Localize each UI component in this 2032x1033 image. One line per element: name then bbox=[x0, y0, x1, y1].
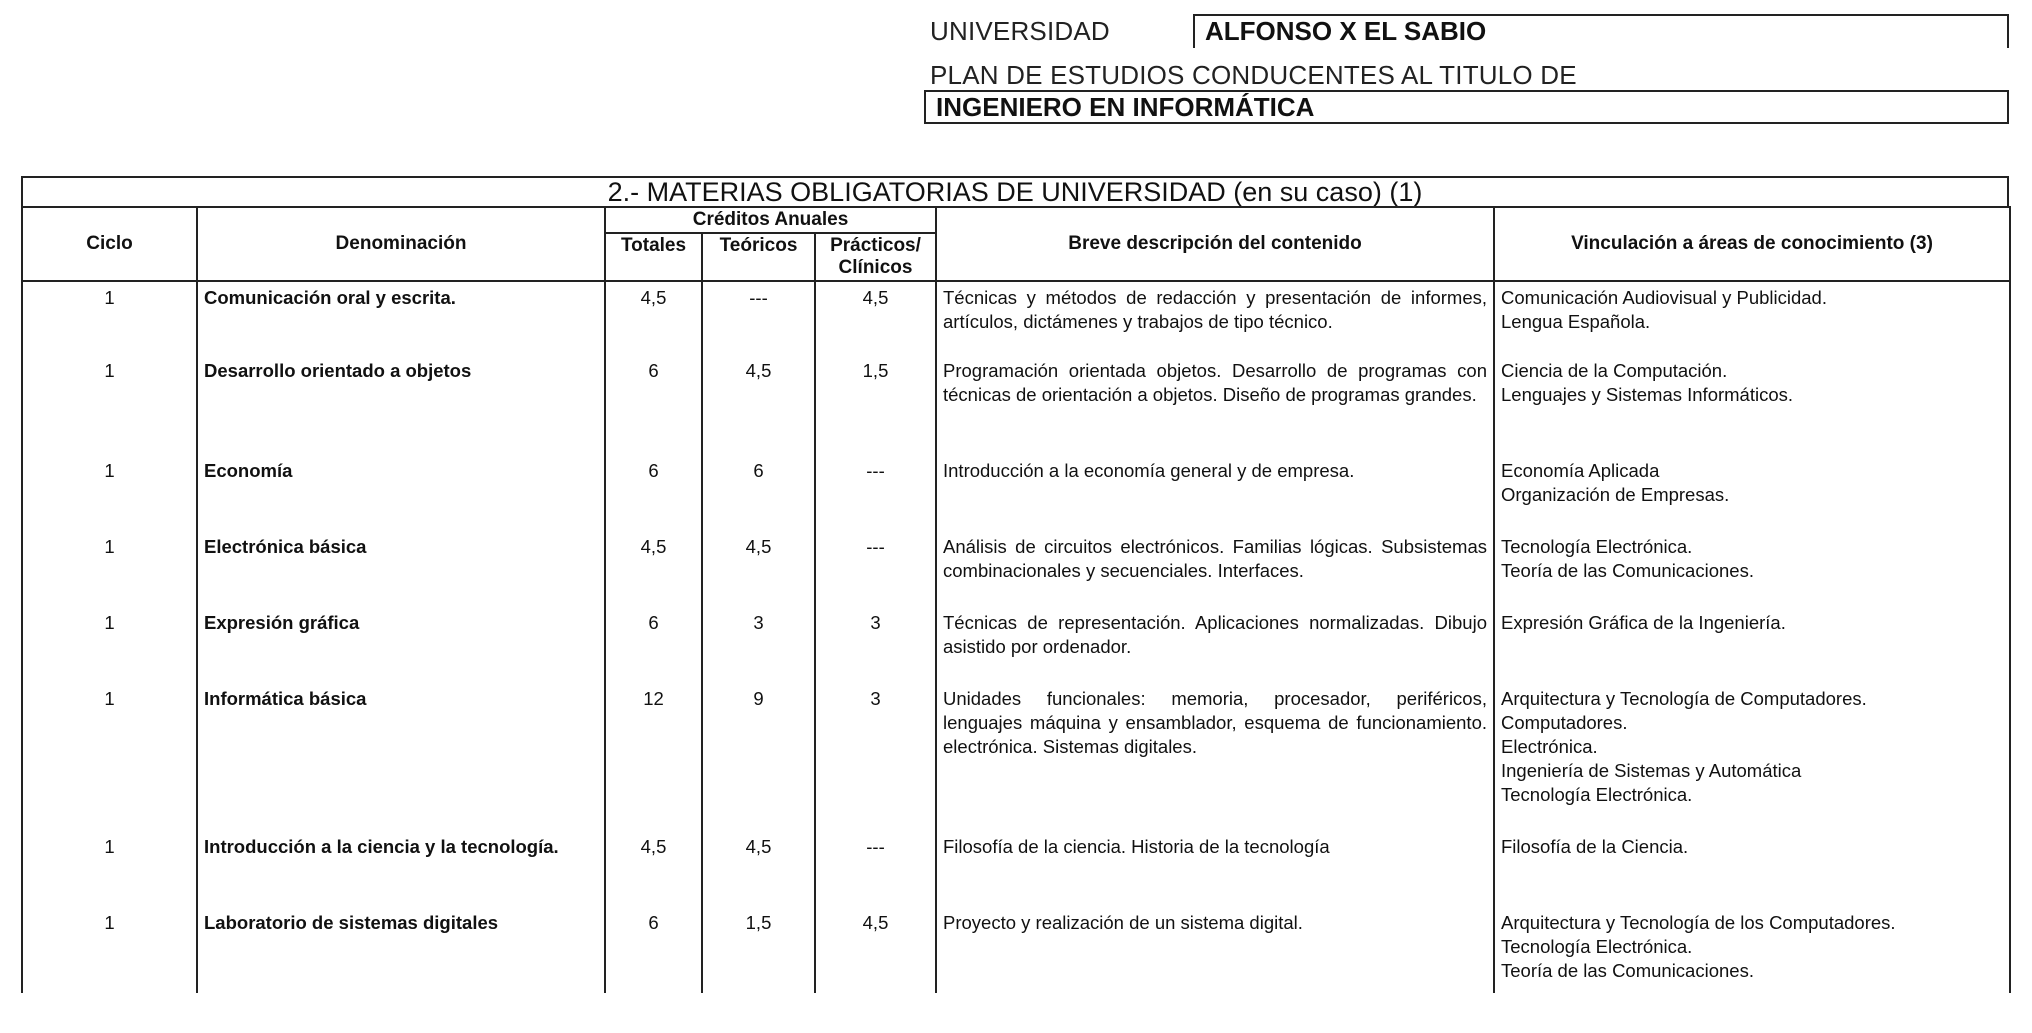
area-item: Electrónica. bbox=[1501, 736, 1598, 757]
area-item: Comunicación Audiovisual y Publicidad. bbox=[1501, 287, 1827, 308]
teoricos-cell: 3 bbox=[702, 609, 815, 685]
table-row bbox=[22, 609, 2010, 685]
plan-label: PLAN DE ESTUDIOS CONDUCENTES AL TITULO DE bbox=[930, 60, 1577, 90]
subject-name-cell: Economía bbox=[197, 457, 605, 533]
ciclo-cell: 1 bbox=[22, 281, 197, 357]
areas-cell bbox=[1494, 357, 2010, 457]
areas-cell bbox=[1494, 533, 2010, 609]
areas-cell bbox=[1494, 685, 2010, 833]
ciclo-cell: 1 bbox=[22, 357, 197, 457]
totales-cell: 4,5 bbox=[605, 281, 702, 357]
teoricos-cell: 4,5 bbox=[702, 357, 815, 457]
teoricos-cell: --- bbox=[702, 281, 815, 357]
ciclo-cell: 1 bbox=[22, 457, 197, 533]
area-item: Expresión Gráfica de la Ingeniería. bbox=[1501, 612, 1786, 633]
subject-name-cell: Electrónica básica bbox=[197, 533, 605, 609]
teoricos-cell: 9 bbox=[702, 685, 815, 833]
description-cell: Técnicas de representación. Aplicaciones normalizadas. Dibujo asistido por ordenador. bbox=[936, 609, 1494, 685]
totales-cell: 12 bbox=[605, 685, 702, 833]
col-header-teoricos: Teóricos bbox=[702, 233, 815, 281]
col-header-ciclo: Ciclo bbox=[22, 207, 197, 281]
table-row bbox=[22, 909, 2010, 993]
area-item: Teoría de las Comunicaciones. bbox=[1501, 560, 1754, 581]
university-label: UNIVERSIDAD bbox=[930, 16, 1110, 46]
table-row bbox=[22, 533, 2010, 609]
teoricos-cell: 4,5 bbox=[702, 533, 815, 609]
ciclo-cell: 1 bbox=[22, 609, 197, 685]
section-title: 2.- MATERIAS OBLIGATORIAS DE UNIVERSIDAD (en su caso) (1) bbox=[21, 176, 2009, 206]
teoricos-cell: 6 bbox=[702, 457, 815, 533]
table-row bbox=[22, 457, 2010, 533]
area-item: Economía Aplicada bbox=[1501, 460, 1660, 481]
area-item: Ciencia de la Computación. bbox=[1501, 360, 1728, 381]
table-row bbox=[22, 685, 2010, 833]
col-header-descripcion: Breve descripción del contenido bbox=[936, 207, 1494, 281]
areas-cell bbox=[1494, 909, 2010, 993]
ciclo-cell: 1 bbox=[22, 533, 197, 609]
description-cell: Análisis de circuitos electrónicos. Familias lógicas. Subsistemas combinacionales y secuenciales. Interfaces. bbox=[936, 533, 1494, 609]
col-header-practicos: Prácticos/ Clínicos bbox=[815, 233, 936, 281]
area-item: Arquitectura y Tecnología de los Computadores. bbox=[1501, 912, 1896, 933]
subject-name-cell: Comunicación oral y escrita. bbox=[197, 281, 605, 357]
totales-cell: 4,5 bbox=[605, 833, 702, 909]
area-item: Arquitectura y Tecnología de Computadores. bbox=[1501, 688, 1867, 709]
area-item: Filosofía de la Ciencia. bbox=[1501, 836, 1689, 857]
subject-name-cell: Laboratorio de sistemas digitales bbox=[197, 909, 605, 993]
ciclo-cell: 1 bbox=[22, 909, 197, 993]
areas-cell bbox=[1494, 833, 2010, 909]
area-item: Tecnología Electrónica. bbox=[1501, 536, 1693, 557]
description-cell: Técnicas y métodos de redacción y presentación de informes, artículos, dictámenes y trabajos de tipo técnico. bbox=[936, 281, 1494, 357]
description-cell: Filosofía de la ciencia. Historia de la tecnología bbox=[936, 833, 1494, 909]
area-item: Ingeniería de Sistemas y Automática bbox=[1501, 760, 1802, 781]
table-row bbox=[22, 833, 2010, 909]
areas-cell bbox=[1494, 457, 2010, 533]
area-item: Tecnología Electrónica. bbox=[1501, 936, 1693, 957]
totales-cell: 4,5 bbox=[605, 533, 702, 609]
teoricos-cell: 4,5 bbox=[702, 833, 815, 909]
area-item: Computadores. bbox=[1501, 712, 1628, 733]
subject-name-cell: Desarrollo orientado a objetos bbox=[197, 357, 605, 457]
teoricos-cell: 1,5 bbox=[702, 909, 815, 993]
col-header-vinculacion: Vinculación a áreas de conocimiento (3) bbox=[1494, 207, 2010, 281]
practicos-cell: --- bbox=[815, 833, 936, 909]
areas-cell bbox=[1494, 281, 2010, 357]
practicos-cell: 3 bbox=[815, 685, 936, 833]
totales-cell: 6 bbox=[605, 357, 702, 457]
totales-cell: 6 bbox=[605, 609, 702, 685]
table-row bbox=[22, 357, 2010, 457]
ciclo-cell: 1 bbox=[22, 833, 197, 909]
description-cell: Proyecto y realización de un sistema digital. bbox=[936, 909, 1494, 993]
areas-cell bbox=[1494, 609, 2010, 685]
practicos-cell: 1,5 bbox=[815, 357, 936, 457]
col-header-creditos: Créditos Anuales bbox=[605, 207, 936, 233]
subject-name-cell: Informática básica bbox=[197, 685, 605, 833]
description-cell: Programación orientada objetos. Desarrollo de programas con técnicas de orientación a objetos. Diseño de programas grandes. bbox=[936, 357, 1494, 457]
area-item: Lenguajes y Sistemas Informáticos. bbox=[1501, 384, 1794, 405]
degree-name: INGENIERO EN INFORMÁTICA bbox=[924, 90, 2009, 124]
area-item: Tecnología Electrónica. bbox=[1501, 784, 1693, 805]
ciclo-cell: 1 bbox=[22, 685, 197, 833]
col-header-totales: Totales bbox=[605, 233, 702, 281]
area-item: Organización de Empresas. bbox=[1501, 484, 1730, 505]
area-item: Lengua Española. bbox=[1501, 311, 1651, 332]
col-header-denominacion: Denominación bbox=[197, 207, 605, 281]
description-cell: Introducción a la economía general y de empresa. bbox=[936, 457, 1494, 533]
description-cell: Unidades funcionales: memoria, procesador, periféricos, lenguajes máquina y ensamblador, esquema de funcionamiento. electrónica. Sistemas digitales. bbox=[936, 685, 1494, 833]
table-row bbox=[22, 281, 2010, 357]
subject-name-cell: Expresión gráfica bbox=[197, 609, 605, 685]
practicos-cell: 4,5 bbox=[815, 281, 936, 357]
practicos-cell: 3 bbox=[815, 609, 936, 685]
practicos-cell: --- bbox=[815, 457, 936, 533]
subjects-table-body bbox=[22, 281, 2010, 993]
practicos-cell: 4,5 bbox=[815, 909, 936, 993]
university-name: ALFONSO X EL SABIO bbox=[1193, 14, 2009, 48]
subject-name-cell: Introducción a la ciencia y la tecnología. bbox=[197, 833, 605, 909]
totales-cell: 6 bbox=[605, 909, 702, 993]
area-item: Teoría de las Comunicaciones. bbox=[1501, 960, 1754, 981]
totales-cell: 6 bbox=[605, 457, 702, 533]
subjects-table bbox=[21, 206, 2011, 993]
practicos-cell: --- bbox=[815, 533, 936, 609]
